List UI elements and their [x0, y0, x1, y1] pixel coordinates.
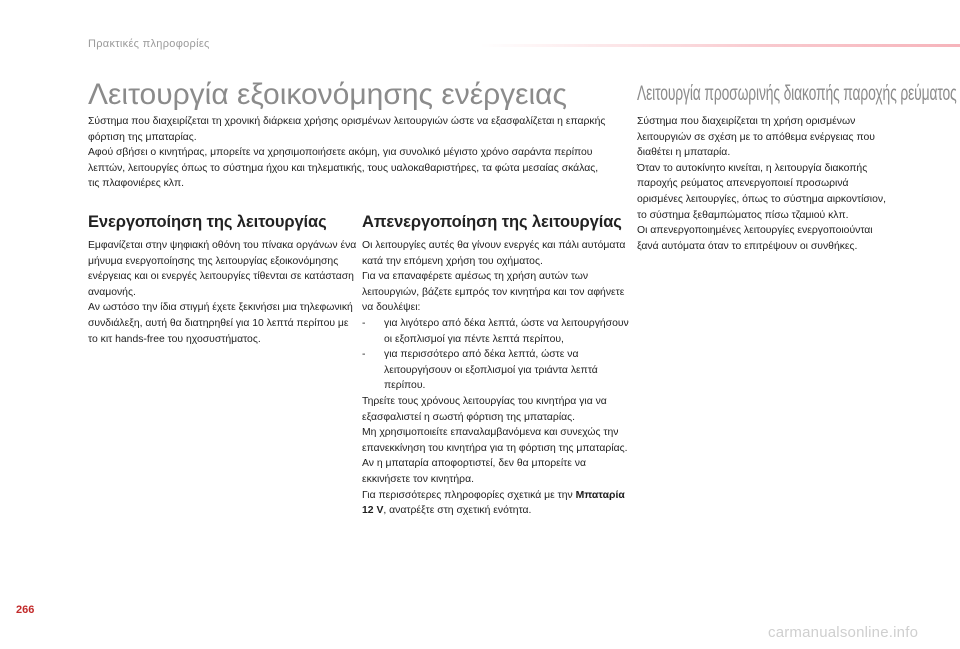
watermark: carmanualsonline.info	[768, 624, 919, 641]
battery-ref-suffix: , ανατρέξτε στη σχετική ενότητα.	[383, 505, 532, 517]
deactivation-paragraph: Αν η μπαταρία αποφορτιστεί, δεν θα μπορείτε να εκκινήσετε τον κινητήρα.	[362, 458, 586, 485]
bullet-dash: -	[362, 317, 366, 329]
load-shedding-paragraph: Όταν το αυτοκίνητο κινείται, η λειτουργία διακοπής παροχής ρεύματος απενεργοποιεί προσωρινά ορισμένες λειτουργίες, όπως το σύστημα αιρκοντίσιον, το σύστημα ξεθαμπώματος πίσω τζαμιού κλπ.	[637, 162, 886, 221]
list-item	[362, 347, 630, 394]
battery-ref-bold: Μπαταρία 12 V	[362, 489, 625, 517]
deactivation-text	[362, 238, 630, 519]
intro-paragraph: Αφού σβήσει ο κινητήρας, μπορείτε να χρησιμοποιήσετε ακόμη, για συνολικό μέγιστο χρόνο σαράντα περίπου λεπτών, λειτουργίες όπως το σύστημα ήχου και τηλεματικής, τους υαλοκαθαριστήρες, τα φώτα μεσαίας σκάλας, τις πλαφονιέρες κλπ.	[88, 147, 599, 190]
deactivation-paragraph: Μη χρησιμοποιείτε επαναλαμβανόμενα και συνεχώς την επανεκκίνηση του κινητήρα για τη φόρτιση της μπαταρίας.	[362, 427, 628, 454]
bullet-text: για περισσότερο από δέκα λεπτά, ώστε να λειτουργήσουν οι εξοπλισμοί για τριάντα λεπτά περίπου.	[384, 349, 598, 392]
activation-text	[88, 238, 358, 347]
bullet-dash: -	[362, 349, 366, 361]
intro-text	[88, 114, 608, 192]
load-shedding-paragraph: Σύστημα που διαχειρίζεται τη χρήση ορισμένων λειτουργιών σε σχέση με το απόθεμα ενέργειας που διαθέτει η μπαταρία.	[637, 116, 875, 159]
deactivation-paragraph: Για να επαναφέρετε αμέσως τη χρήση αυτών των λειτουργιών, βάζετε εμπρός τον κινητήρα και τον αφήνετε να δουλέψει:	[362, 271, 625, 314]
activation-paragraph: Εμφανίζεται στην ψηφιακή οθόνη του πίνακα οργάνων ένα μήνυμα ενεργοποίησης της λειτουργίας εξοικονόμησης ενέργειας και οι ενεργές λειτουργίες τίθενται σε κατάσταση αναμονής.	[88, 240, 357, 298]
page-title: Λειτουργία εξοικονόμησης ενέργειας	[88, 78, 567, 111]
battery-ref-prefix: Για περισσότερες πληροφορίες σχετικά με την	[362, 489, 576, 501]
list-item	[362, 316, 630, 347]
deactivation-paragraph: Οι λειτουργίες αυτές θα γίνουν ενεργές και πάλι αυτόματα κατά την επόμενη χρήση του οχήματος.	[362, 240, 626, 267]
page-number: 266	[16, 604, 35, 616]
load-shedding-heading: Λειτουργία προσωρινής διακοπής παροχής ρεύματος	[637, 82, 957, 105]
activation-heading: Ενεργοποίηση της λειτουργίας	[88, 213, 327, 231]
load-shedding-text	[637, 114, 889, 254]
deactivation-paragraph: Τηρείτε τους χρόνους λειτουργίας του κινητήρα για να εξασφαλιστεί η σωστή φόρτιση της μπαταρίας.	[362, 395, 607, 423]
load-shedding-paragraph: Οι απενεργοποιημένες λειτουργίες ενεργοποιούνται ξανά αυτόματα όταν το επιτρέψουν οι συνθήκες.	[637, 225, 873, 252]
bullet-text: για λιγότερο από δέκα λεπτά, ώστε να λειτουργήσουν οι εξοπλισμοί για πέντε λεπτά περίπου,	[384, 317, 629, 345]
section-label: Πρακτικές πληροφορίες	[88, 38, 210, 50]
intro-paragraph: Σύστημα που διαχειρίζεται τη χρονική διάρκεια χρήσης ορισμένων λειτουργιών ώστε να εξασφαλίζεται η επαρκής φόρτιση της μπαταρίας.	[88, 116, 606, 143]
header-accent-bar	[480, 44, 960, 47]
deactivation-paragraph	[362, 488, 630, 519]
activation-paragraph: Αν ωστόσο την ίδια στιγμή έχετε ξεκινήσει μια τηλεφωνική συνδιάλεξη, αυτή θα διατηρηθεί για 10 λεπτά περίπου με το κιτ hands-free του ηχοσυστήματος.	[88, 302, 353, 345]
deactivation-heading: Απενεργοποίηση της λειτουργίας	[362, 213, 622, 231]
